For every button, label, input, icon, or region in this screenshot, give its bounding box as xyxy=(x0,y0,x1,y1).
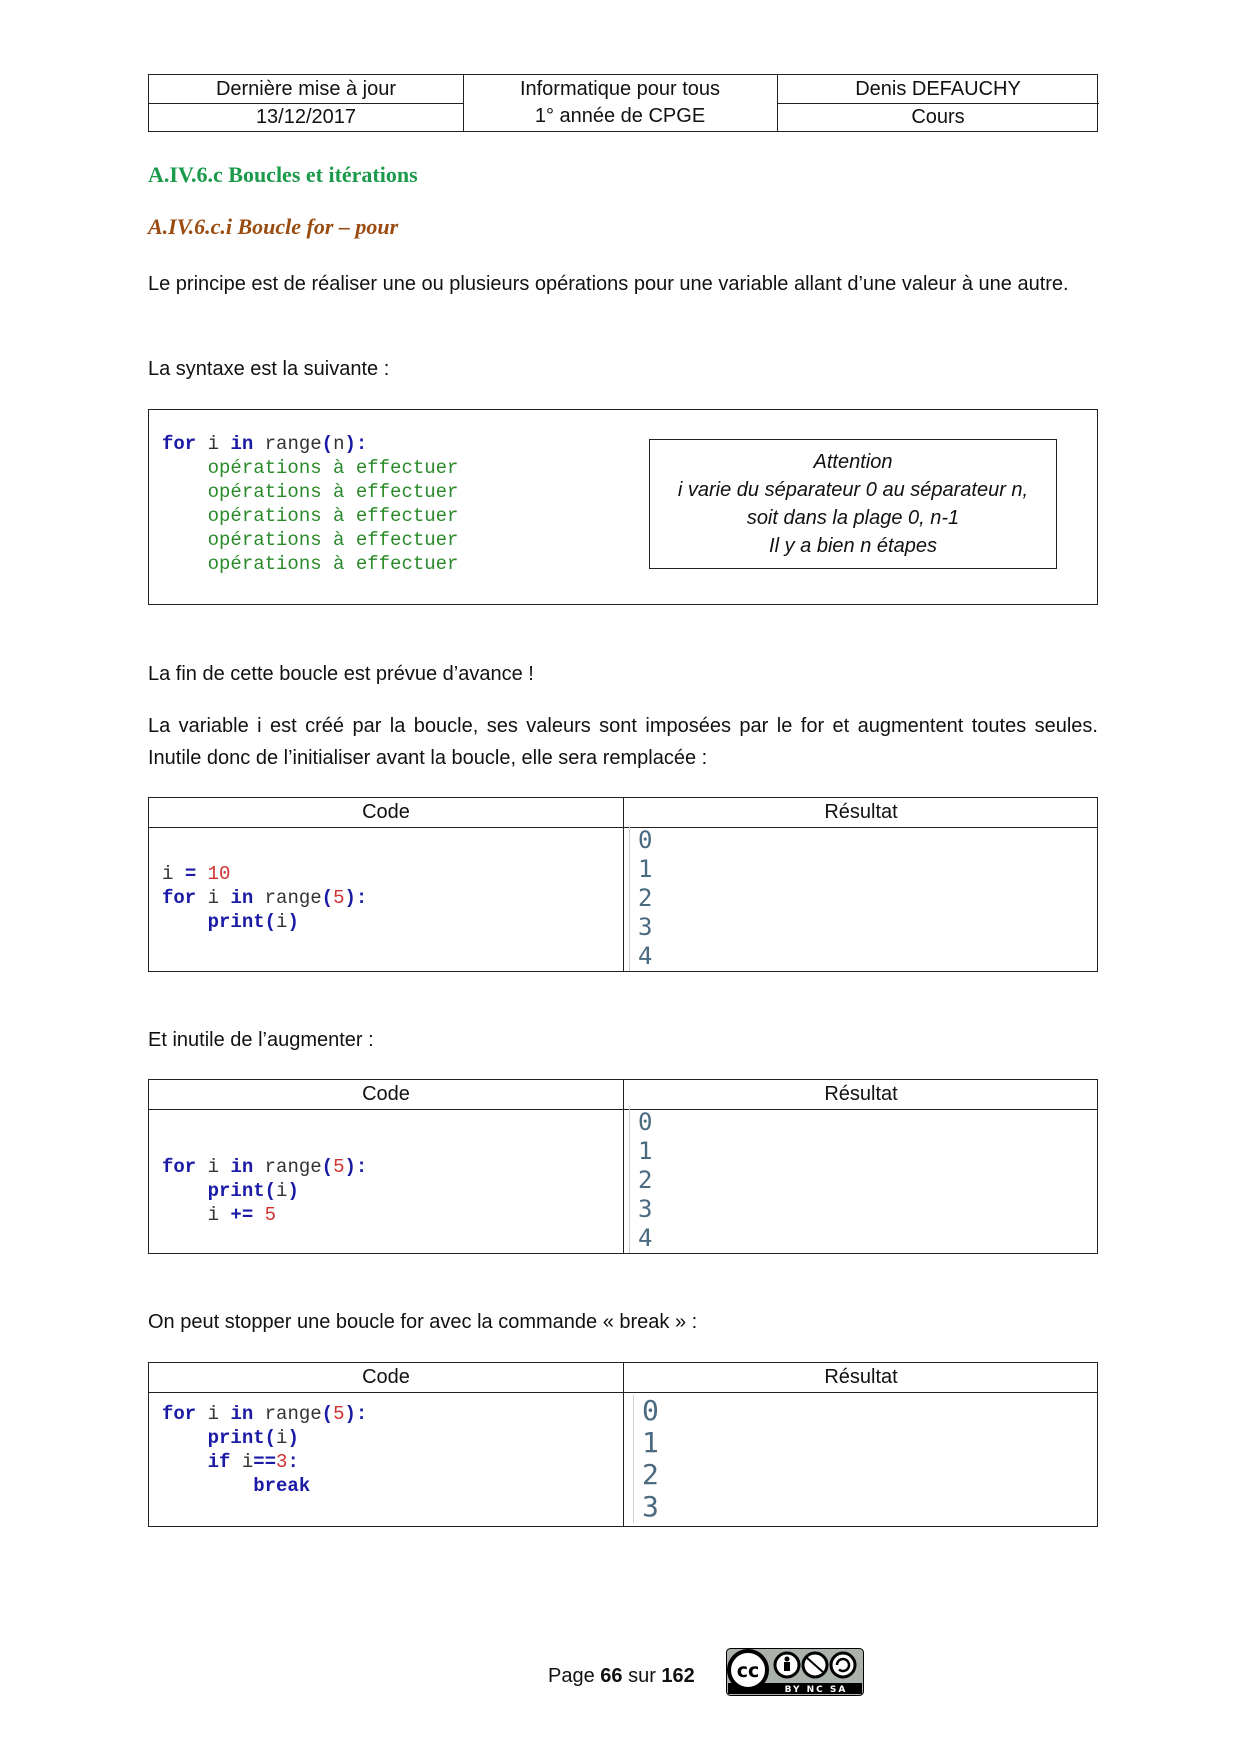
code-operation: opérations à effectuer xyxy=(207,457,459,479)
code-operation: opérations à effectuer xyxy=(207,529,459,551)
syntax-paragraph: La syntaxe est la suivante : xyxy=(148,358,390,380)
result-line: 3 xyxy=(638,913,653,941)
code-var: i xyxy=(207,1204,231,1226)
var-created-paragraph: La variable i est créé par la boucle, ses valeurs sont imposées par le for et augmentent toutes seules. Inutile donc de l’initialiser avant la boucle, elle sera remplacée : xyxy=(148,715,1098,769)
section-subtitle: A.IV.6.c.i Boucle for – pour xyxy=(148,214,399,239)
result-header: Résultat xyxy=(824,801,898,823)
code-operator: == xyxy=(253,1451,277,1473)
attention-box xyxy=(649,439,1057,569)
intro-paragraph: Le principe est de réaliser une ou plusieurs opérations pour une variable allant d’une valeur à une autre. xyxy=(148,273,1069,295)
keyword-print: print xyxy=(207,1180,265,1202)
attention-line: i varie du séparateur 0 au séparateur n, xyxy=(677,479,1029,501)
code-colon: : xyxy=(287,1451,299,1473)
result-header: Résultat xyxy=(824,1083,898,1105)
keyword-in: in xyxy=(230,1403,254,1425)
code-header: Code xyxy=(362,801,410,823)
code-paren: ( xyxy=(321,433,334,455)
header-table xyxy=(148,74,1098,132)
code-func: range xyxy=(253,1156,322,1178)
keyword-for: for xyxy=(162,1156,197,1178)
page-label: sur xyxy=(622,1665,662,1687)
keyword-for: for xyxy=(162,887,197,909)
page-label: Page xyxy=(548,1665,601,1687)
page-counter xyxy=(548,1665,695,1688)
code-number: 5 xyxy=(333,1403,345,1425)
keyword-in: in xyxy=(230,887,254,909)
cc-license-icon xyxy=(726,1648,864,1696)
keyword-print: print xyxy=(207,911,265,933)
cc-license-logo xyxy=(726,1648,864,1696)
code-var: i xyxy=(162,863,185,885)
attention-line: soit dans la plage 0, n-1 xyxy=(746,507,960,529)
result-line: 4 xyxy=(638,942,653,970)
code-func: range xyxy=(253,887,322,909)
code-var: i xyxy=(230,1451,254,1473)
page-total: 162 xyxy=(661,1665,695,1687)
code-number: 5 xyxy=(333,887,345,909)
example2-code: for i in range(5): print(i) i += 5 xyxy=(162,1156,368,1226)
code-paren: ( xyxy=(321,1403,334,1425)
code-number: 3 xyxy=(276,1451,288,1473)
example3-results xyxy=(633,1395,659,1523)
code-paren: ): xyxy=(344,1156,368,1178)
example2-table xyxy=(148,1079,1098,1254)
example3-code: for i in range(5): print(i) if i==3: break xyxy=(162,1403,368,1497)
result-line: 1 xyxy=(642,1426,659,1459)
attention-line: Il y a bien n étapes xyxy=(769,535,937,557)
code-operator: += xyxy=(230,1204,254,1226)
code-paren: ): xyxy=(344,887,368,909)
header-course-title: Informatique pour tous xyxy=(519,78,721,100)
code-operation: opérations à effectuer xyxy=(207,553,459,575)
example1-results xyxy=(629,826,652,971)
keyword-break: break xyxy=(253,1475,311,1497)
section-title: A.IV.6.c Boucles et itérations xyxy=(148,162,418,187)
keyword-print: print xyxy=(207,1427,265,1449)
result-line: 4 xyxy=(638,1224,653,1252)
code-var: i xyxy=(196,1156,231,1178)
result-line: 2 xyxy=(638,884,653,912)
keyword-in: in xyxy=(230,433,254,455)
page-number: 66 xyxy=(600,1665,623,1687)
no-increment-paragraph: Et inutile de l’augmenter : xyxy=(148,1029,374,1051)
code-arg: n xyxy=(333,433,345,455)
keyword-for: for xyxy=(162,1403,197,1425)
code-func: range xyxy=(253,1403,322,1425)
result-line: 1 xyxy=(638,855,653,883)
end-known-paragraph: La fin de cette boucle est prévue d’avance ! xyxy=(148,663,534,685)
result-line: 2 xyxy=(642,1458,659,1491)
break-intro-paragraph: On peut stopper une boucle for avec la commande « break » : xyxy=(148,1311,698,1333)
result-line: 2 xyxy=(638,1166,653,1194)
code-var: i xyxy=(196,1403,231,1425)
code-paren: ( xyxy=(321,887,334,909)
code-operation: opérations à effectuer xyxy=(207,505,459,527)
code-header: Code xyxy=(362,1083,410,1105)
result-line: 0 xyxy=(642,1394,659,1427)
table-divider xyxy=(623,1363,624,1526)
result-line: 3 xyxy=(642,1490,659,1523)
cc-text: cc xyxy=(736,1660,760,1682)
code-number: 5 xyxy=(333,1156,345,1178)
header-doc-type: Cours xyxy=(911,106,965,128)
example3-table xyxy=(148,1362,1098,1527)
result-line: 0 xyxy=(638,1108,653,1136)
code-var: i xyxy=(276,911,288,933)
code-var: i xyxy=(276,1427,288,1449)
code-func: range xyxy=(253,433,322,455)
result-line: 0 xyxy=(638,826,653,854)
keyword-if: if xyxy=(207,1451,231,1473)
code-var: i xyxy=(196,433,231,455)
code-var: i xyxy=(276,1180,288,1202)
example1-code: i = 10 for i in range(5): print(i) xyxy=(162,863,368,933)
code-paren: ): xyxy=(344,433,368,455)
code-operation: opérations à effectuer xyxy=(207,481,459,503)
syntax-box xyxy=(148,409,1098,605)
code-paren: ( xyxy=(321,1156,334,1178)
table-divider xyxy=(623,1080,624,1253)
code-var: i xyxy=(196,887,231,909)
header-updated-date: 13/12/2017 xyxy=(255,106,357,128)
example2-results xyxy=(629,1108,652,1253)
keyword-in: in xyxy=(230,1156,254,1178)
result-line: 1 xyxy=(638,1137,653,1165)
code-number: 10 xyxy=(196,863,231,885)
result-header: Résultat xyxy=(824,1366,898,1388)
header-author: Denis DEFAUCHY xyxy=(855,78,1021,100)
result-line: 3 xyxy=(638,1195,653,1223)
keyword-for: for xyxy=(162,433,197,455)
example1-table xyxy=(148,797,1098,972)
code-paren: ): xyxy=(344,1403,368,1425)
code-operator: = xyxy=(184,863,197,885)
attention-title: Attention xyxy=(813,451,893,473)
code-header: Code xyxy=(362,1366,410,1388)
table-divider xyxy=(623,798,624,971)
header-course-level: 1° année de CPGE xyxy=(534,105,706,127)
cc-terms-text: BY NC SA xyxy=(784,1685,848,1695)
header-updated-label: Dernière mise à jour xyxy=(215,78,397,100)
code-number: 5 xyxy=(253,1204,277,1226)
syntax-code xyxy=(162,432,458,576)
